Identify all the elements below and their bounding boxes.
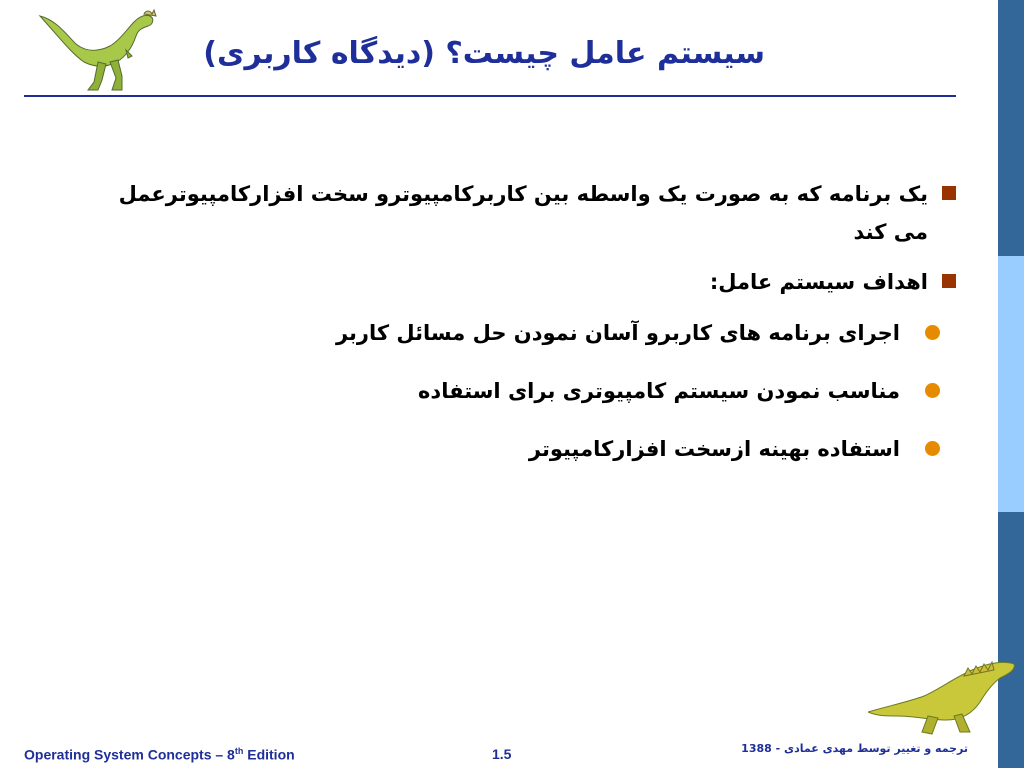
title-underline xyxy=(24,95,956,97)
dinosaur-logo-bottom xyxy=(868,656,1018,738)
book-title-suffix: Edition xyxy=(243,746,295,763)
dinosaur-bottom-body xyxy=(868,662,1014,734)
bullet-item xyxy=(104,175,944,251)
book-title-prefix: Operating System Concepts – 8 xyxy=(24,746,235,763)
round-bullet-icon xyxy=(925,383,940,398)
square-bullet-icon xyxy=(942,274,956,288)
bullet-item xyxy=(104,263,944,301)
sub-bullet-text: مناسب نمودن سیستم کامپیوتری برای استفاده xyxy=(418,379,900,403)
round-bullet-icon xyxy=(925,441,940,456)
side-bar-top-segment xyxy=(998,0,1024,256)
sub-bullet-item xyxy=(104,371,930,411)
side-bar-middle-segment xyxy=(998,256,1024,512)
round-bullet-icon xyxy=(925,325,940,340)
book-title-superscript: th xyxy=(234,746,244,756)
sub-bullet-text: اجرای برنامه های کاربرو آسان نمودن حل مسائل کاربر xyxy=(335,321,900,345)
bullet-text: یک برنامه که به صورت یک واسطه بین کاربرکامپیوترو سخت افزارکامپیوترعمل می کند xyxy=(118,182,928,244)
translator-credit: ترجمه و تغییر توسط مهدی عمادی - 1388 xyxy=(741,742,968,755)
side-color-bar xyxy=(998,0,1024,768)
page-number: 1.5 xyxy=(492,746,512,762)
dinosaur-top-body xyxy=(40,10,156,90)
bullet-text: اهداف سیستم عامل: xyxy=(709,270,928,294)
square-bullet-icon xyxy=(942,186,956,200)
slide-title: سیستم عامل چیست؟ (دیدگاه کاربری) xyxy=(203,36,765,71)
slide-content xyxy=(104,175,944,487)
sub-bullet-text: استفاده بهینه ازسخت افزارکامپیوتر xyxy=(528,437,900,461)
dinosaur-logo-top xyxy=(36,6,160,94)
book-title-footer xyxy=(24,746,295,763)
sub-bullet-item xyxy=(104,429,930,469)
sub-bullet-item xyxy=(104,313,930,353)
